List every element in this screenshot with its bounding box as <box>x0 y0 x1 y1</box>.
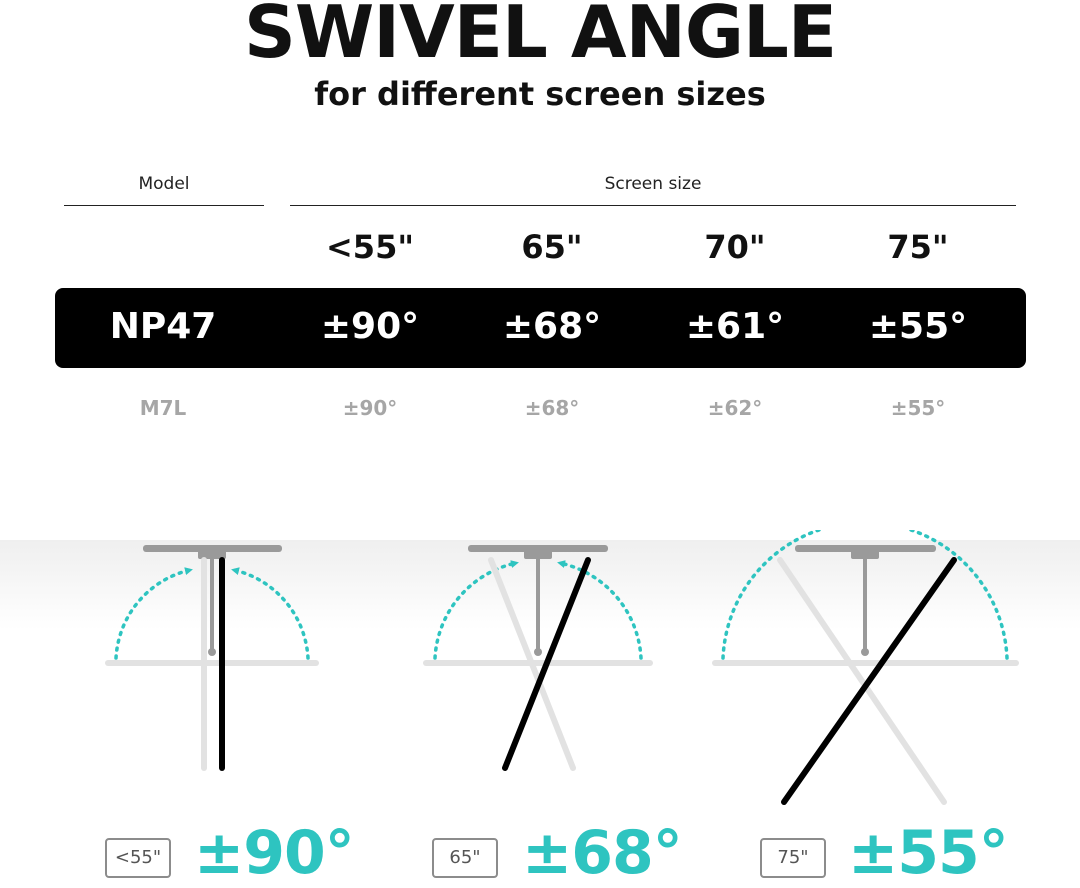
pivot-dot-55 <box>208 648 216 656</box>
pivot-dot-75 <box>861 648 869 656</box>
m7l-angle-55: ±90° <box>342 396 398 420</box>
swivel-arc-right-55 <box>234 570 308 658</box>
model-header-rule <box>64 205 264 206</box>
swivel-angle-55: ±90° <box>194 818 354 888</box>
size-tag-65: 65" <box>432 838 498 878</box>
model-m7l: M7L <box>139 396 187 420</box>
size-tag-55: <55" <box>105 838 171 878</box>
size-tag-75: 75" <box>760 838 826 878</box>
np47-angle-75: ±55° <box>868 306 968 347</box>
swivel-arc-left-55 <box>116 570 190 658</box>
pivot-dot-65 <box>534 648 542 656</box>
model-column-label: Model <box>138 174 190 194</box>
size-header-70: 70" <box>704 228 766 266</box>
size-header-75: 75" <box>887 228 949 266</box>
size-header-65: 65" <box>521 228 583 266</box>
swivel-illustrations <box>0 530 1080 830</box>
tv-panel-75 <box>784 560 954 802</box>
swivel-arc-right-65 <box>560 563 641 658</box>
m7l-angle-65: ±68° <box>524 396 580 420</box>
m7l-angle-70: ±62° <box>707 396 763 420</box>
screen-size-header-rule <box>290 205 1016 206</box>
screen-size-column-label: Screen size <box>604 174 702 194</box>
np47-angle-65: ±68° <box>502 306 602 347</box>
np47-angle-55: ±90° <box>320 306 420 347</box>
ghost-tv-75 <box>780 560 944 802</box>
model-np47: NP47 <box>109 306 217 347</box>
page-title: SWIVEL ANGLE <box>243 0 837 74</box>
np47-angle-70: ±61° <box>685 306 785 347</box>
size-header-55: <55" <box>325 228 414 266</box>
m7l-angle-75: ±55° <box>890 396 946 420</box>
page-subtitle: for different screen sizes <box>314 75 766 113</box>
swivel-arc-left-65 <box>435 563 516 658</box>
swivel-angle-65: ±68° <box>522 818 682 888</box>
swivel-angle-75: ±55° <box>848 818 1008 888</box>
